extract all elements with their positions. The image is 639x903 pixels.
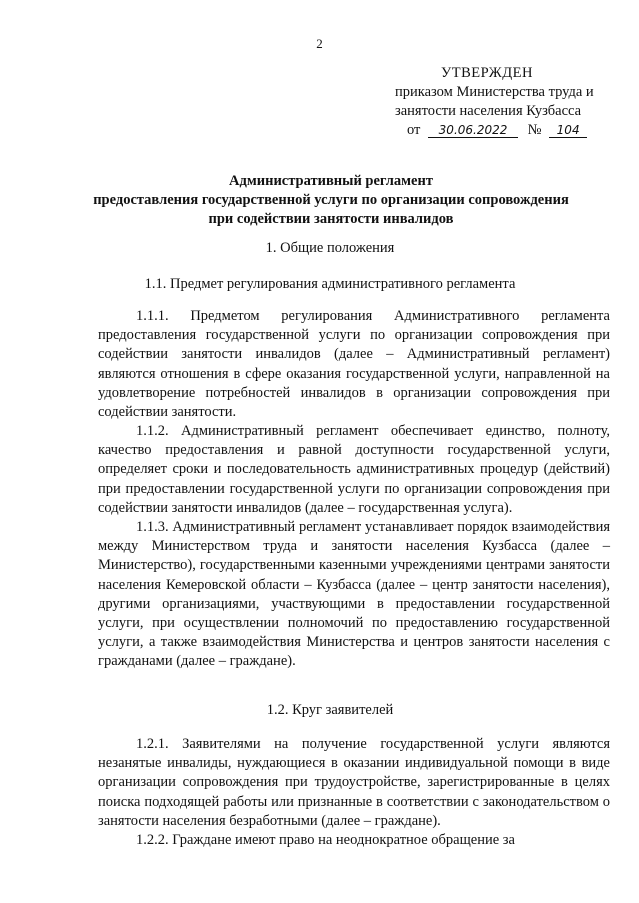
approval-date-line bbox=[395, 121, 625, 140]
approval-order-line-2: занятости населения Кузбасса bbox=[395, 103, 582, 119]
paragraph-1-1-3: 1.1.3. Административный регламент устанавливает порядок взаимодействия между Министерством труда и занятости населения Кузбасса (далее – Министерство), государственными казенными учреждениями центрами занятости населения Кемеровской области – Кузбасса (далее – центр занятости населения), другими организациями, участвующими в предоставлении государственной услуги, при осуществлении полномочий по предоставлению государственной услуги, а также взаимодействия Министерства и центров занятости населения с гражданами (далее – граждане). bbox=[98, 519, 610, 670]
paragraph-1-2-2: 1.2.2. Граждане имеют право на неоднократное обращение за bbox=[136, 832, 515, 848]
section-heading: 1. Общие положения bbox=[265, 240, 395, 256]
subsection-heading-1-1: 1.1. Предмет регулирования административного регламента bbox=[144, 276, 516, 292]
approval-title: УТВЕРЖДЕН bbox=[441, 65, 533, 81]
approval-number-label: № bbox=[527, 122, 542, 138]
approval-number: 104 bbox=[549, 123, 587, 138]
document-title bbox=[90, 172, 572, 229]
document-title-line-3: при содействии занятости инвалидов bbox=[208, 211, 454, 227]
approval-from-label: от bbox=[407, 122, 421, 138]
approval-block bbox=[395, 64, 625, 140]
paragraph-1-1-1: 1.1.1. Предметом регулирования Административного регламента предоставления государственной услуги по организации сопровождения при содействии занятости инвалидов (далее – Административный регламент) являются отношения в сфере оказания государственной услуги, направленной на удовлетворение потребностей инвалидов в организации сопровождения при содействии занятости. bbox=[98, 308, 610, 421]
paragraph-1-1-2: 1.1.2. Административный регламент обеспечивает единство, полноту, качество предоставления и равной доступности государственной услуги, определяет сроки и последовательность административных процедур (действий) при предоставлении государственной услуги по организации сопровождения при содействии занятости инвалидов (далее – государственная услуга). bbox=[98, 423, 610, 516]
approval-date: 30.06.2022 bbox=[428, 123, 518, 138]
document-title-line-2: предоставления государственной услуги по организации сопровождения bbox=[93, 192, 569, 208]
paragraph-1-2-1: 1.2.1. Заявителями на получение государственной услуги являются незанятые инвалиды, нуждающиеся в оказании индивидуальной помощи в виде организации сопровождения при трудоустройстве, зарегистрированные в целях поиска подходящей работы или признанные в соответствии с законодательством о занятости населения безработными (далее – граждане). bbox=[98, 736, 610, 829]
approval-order-line-1: приказом Министерства труда и bbox=[395, 84, 594, 100]
document-title-line-1: Административный регламент bbox=[229, 173, 433, 189]
page-number: 2 bbox=[316, 36, 323, 51]
subsection-heading-1-2: 1.2. Круг заявителей bbox=[266, 702, 394, 718]
